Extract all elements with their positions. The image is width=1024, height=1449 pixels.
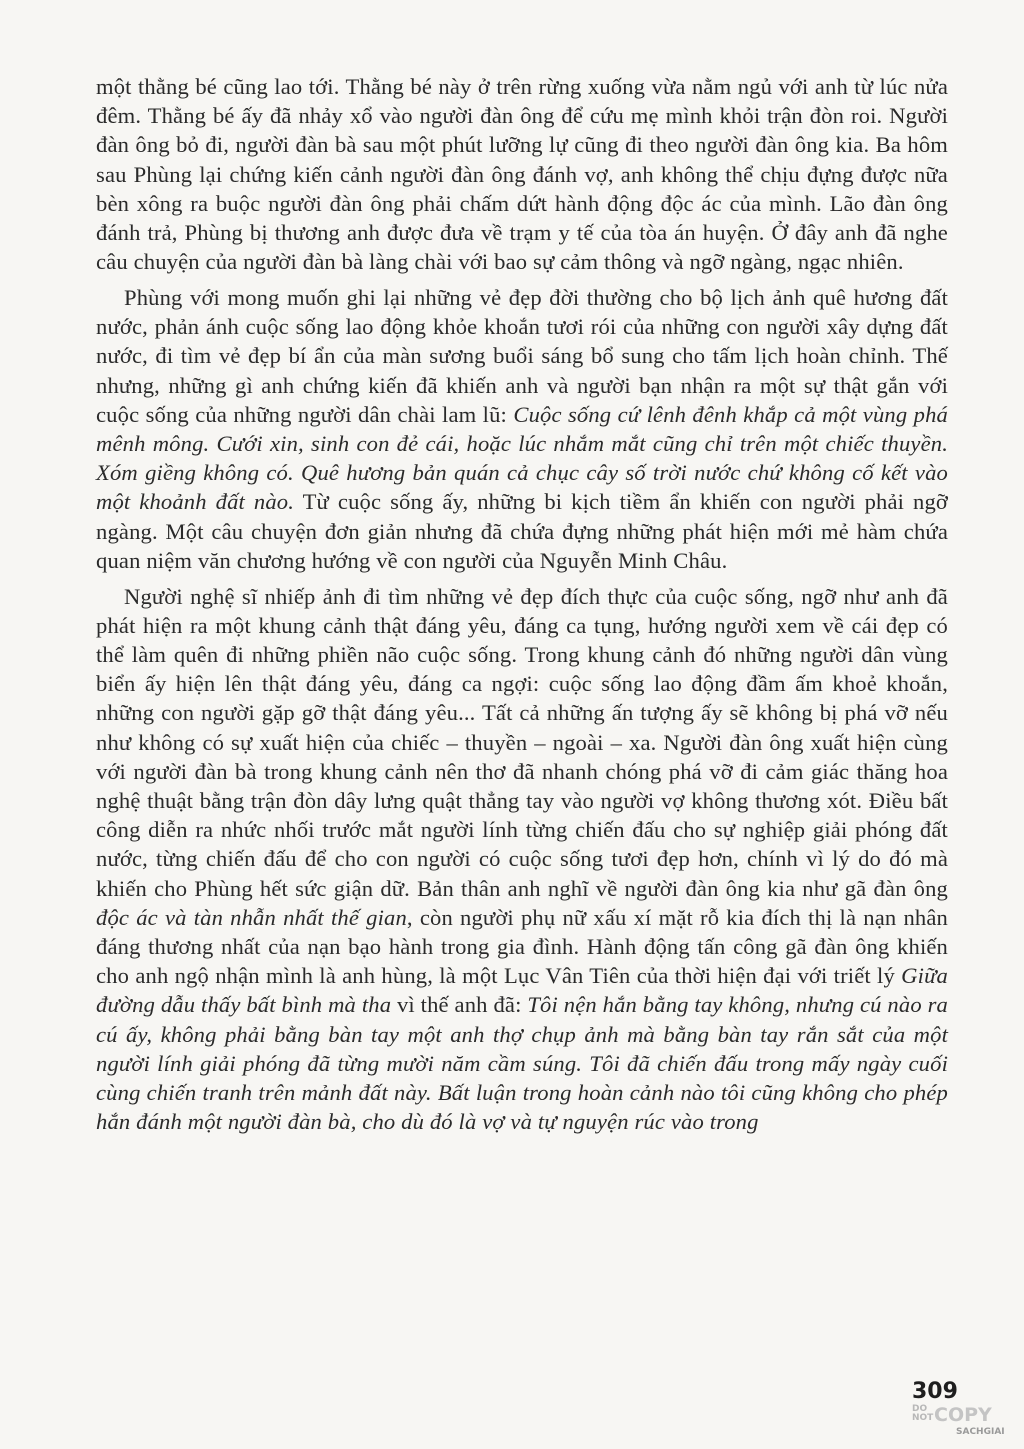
italic-text: Cuộc sống cứ lênh đênh khắp cả một vùng phá mênh mông. Cưới xin, sinh con đẻ cái, hoặc lúc nhắm mắt cũng chỉ trên một chiếc thuyền. Xóm giềng không có. Quê hương bản quán cả chục cây số trời nước chứ không cố kết vào một khoảnh đất nào.	[96, 401, 948, 515]
paragraph	[96, 283, 948, 575]
text-segment: vì thế anh đã:	[391, 992, 528, 1018]
text-segment: Phùng với mong muốn ghi lại những vẻ đẹp đời thường cho bộ lịch ảnh quê hương đất nước, phản ánh cuộc sống lao động khỏe khoắn tươi rói của những con người xây dựng đất nước, đi tìm vẻ đẹp bí ẩn của màn sương buổi sáng bổ sung cho tấm lịch hoàn chỉnh. Thế nhưng, những gì anh chứng kiến đã khiến anh và người bạn nhận ra một sự thật gắn với cuộc sống của những người dân chài lam lũ:	[96, 285, 948, 427]
watermark-do-not	[912, 1405, 933, 1423]
watermark-do: DO	[912, 1404, 928, 1414]
italic-text: Tôi nện hắn bằng tay không, nhưng cú nào ra cú ấy, không phải bằng bàn tay một anh thợ chụp ảnh mà bằng bàn tay rắn sắt của một người lính giải phóng đã từng mười năm cầm súng. Tôi đã chiến đấu trong mấy ngày cuối cùng chiến tranh trên mảnh đất này. Bất luận trong hoàn cảnh nào tôi cũng không cho phép hắn đánh một người đàn bà, cho dù đó là vợ và tự nguyện rúc vào trong	[96, 992, 948, 1135]
body-text	[96, 72, 948, 1137]
paragraph	[96, 582, 948, 1137]
paragraph	[96, 72, 948, 276]
italic-text: Giữa đường dẫu thấy bất bình mà tha	[96, 963, 948, 1018]
text-segment: một thằng bé cũng lao tới. Thằng bé này ở trên rừng xuống vừa nằm ngủ với anh từ lúc nửa đêm. Thằng bé ấy đã nhảy xổ vào người đàn ông để cứu mẹ mình khỏi trận đòn roi. Người đàn ông bỏ đi, người đàn bà sau một phút lưỡng lự cũng đi theo người đàn ông kia. Ba hôm sau Phùng lại chứng kiến cảnh người đàn ông đánh vợ, anh không thể chịu đựng được nữa bèn xông ra buộc người đàn ông phải chấm dứt hành động độc ác của mình. Lão đàn ông đánh trả, Phùng bị thương anh được đưa về trạm y tế của tòa án huyện. Ở đây anh đã nghe câu chuyện của người đàn bà làng chài với bao sự cảm thông và ngỡ ngàng, ngạc nhiên.	[96, 74, 948, 275]
watermark-logo	[912, 1405, 1012, 1445]
text-segment: Từ cuộc sống ấy, những bi kịch tiềm ẩn khiến con người phải ngỡ ngàng. Một câu chuyện đơn giản nhưng đã chứa đựng những phát hiện mới mẻ hàm chứa quan niệm văn chương hướng về con người của Nguyễn Minh Châu.	[96, 489, 949, 573]
text-segment: Người nghệ sĩ nhiếp ảnh đi tìm những vẻ đẹp đích thực của cuộc sống, ngỡ như anh đã phát hiện ra một khung cảnh thật đáng yêu, đáng ca tụng, hướng người xem về cái đẹp có thể làm quên đi những phiền não cuộc sống. Trong khung cảnh đó những người dân vùng biển ấy hiện lên thật đáng yêu, đáng ca ngợi: cuộc sống lao động đầm ấm khoẻ khoắn, những con người gặp gỡ thật đáng yêu... Tất cả những ấn tượng ấy sẽ không bị phá vỡ nếu như không có sự xuất hiện của chiếc – thuyền – ngoài – xa. Người đàn ông xuất hiện cùng với người đàn bà trong khung cảnh nên thơ đã nhanh chóng phá vỡ đi cảm giác thăng hoa nghệ thuật bằng trận đòn dây lưng quật thẳng tay vào người vợ không thương xót. Điều bất công diễn ra nhức nhối trước mắt người lính từng chiến đấu cho sự nghiệp giải phóng đất nước, từng chiến đấu để cho con người có cuộc sống tươi đẹp hơn, chính vì lý do đó mà khiến cho Phùng hết sức giận dữ. Bản thân anh nghĩ về người đàn ông kia như gã đàn ông	[96, 583, 948, 901]
watermark-sachgiai: SACHGIAI	[956, 1427, 1005, 1437]
text-segment: , còn người phụ nữ xấu xí mặt rỗ kia đích thị là nạn nhân đáng thương nhất của nạn bạo hành trong gia đình. Hành động tấn công gã đàn ông khiến cho anh ngộ nhận mình là anh hùng, là một Lục Vân Tiên của thời hiện đại với triết lý	[96, 904, 948, 989]
italic-text: độc ác và tàn nhẫn nhất thế gian	[96, 904, 407, 930]
page-number: 309	[912, 1379, 958, 1404]
watermark-not: NOT	[912, 1413, 934, 1423]
watermark-copy: COPY	[934, 1404, 992, 1426]
